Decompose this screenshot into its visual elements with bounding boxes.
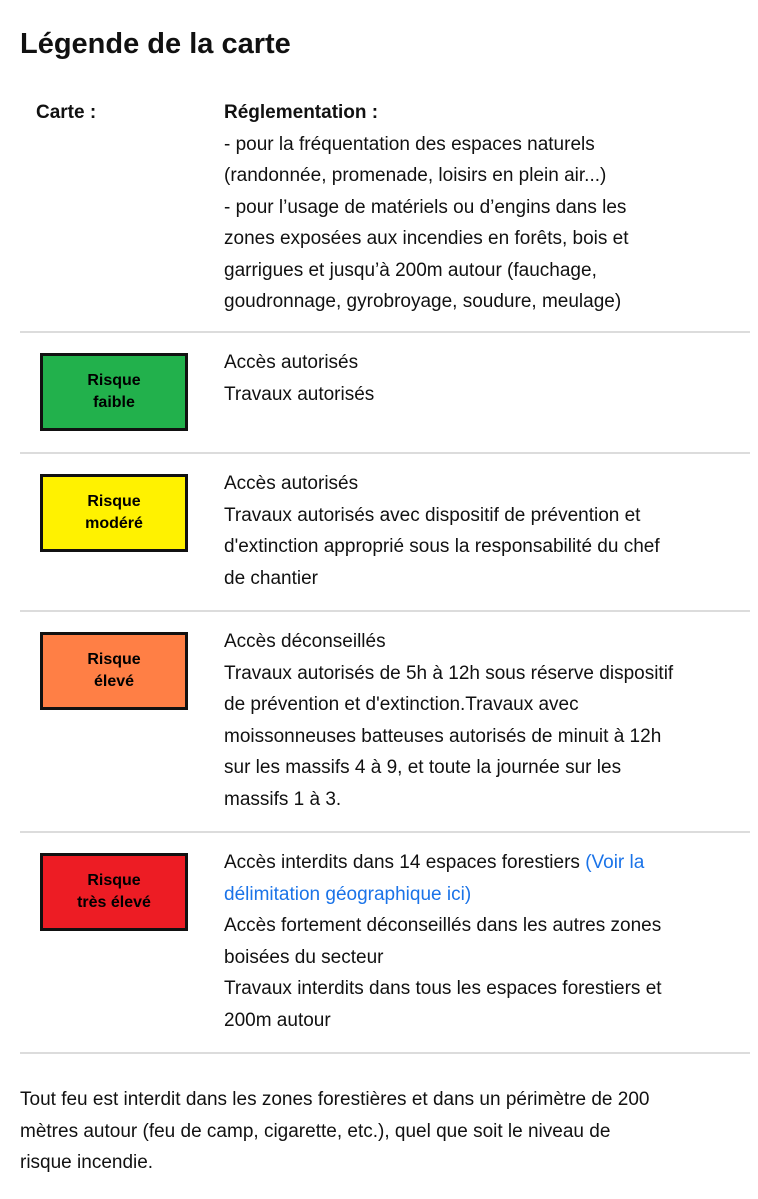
risk-badge-label: Risque bbox=[87, 372, 141, 389]
page-title: Légende de la carte bbox=[20, 28, 291, 60]
risk-badge-low bbox=[40, 353, 188, 431]
risk-badge-moderate bbox=[40, 474, 188, 552]
regulation-intro bbox=[224, 97, 750, 318]
risk-badge-very-high bbox=[40, 853, 188, 931]
column-header-map: Carte : bbox=[36, 102, 97, 123]
risk-rules-moderate bbox=[224, 468, 750, 594]
rule-line: Accès autorisés bbox=[224, 352, 359, 373]
note-line: mètres autour (feu de camp, cigarette, etc.), quel que soit le niveau de bbox=[20, 1120, 611, 1142]
risk-badge-label: Risque bbox=[87, 493, 141, 510]
rule-line: moissonneuses batteuses autorisés de minuit à 12h bbox=[224, 725, 662, 747]
regulation-intro-line: garrigues et jusqu’à 200m autour (fauchage, bbox=[224, 259, 597, 281]
rule-line: Travaux autorisés bbox=[224, 383, 375, 405]
risk-badge-level: élevé bbox=[93, 673, 135, 690]
regulation-intro-line: - pour la fréquentation des espaces naturels bbox=[224, 133, 595, 155]
rule-line: de chantier bbox=[224, 567, 319, 589]
rule-line: de prévention et d'extinction.Travaux avec bbox=[224, 694, 579, 715]
risk-badge-level: très élevé bbox=[77, 894, 151, 911]
regulation-intro-line: (randonnée, promenade, loisirs en plein air...) bbox=[224, 165, 607, 186]
risk-rules-low bbox=[224, 347, 750, 410]
note-line: Tout feu est interdit dans les zones forestières et dans un périmètre de 200 bbox=[20, 1089, 650, 1110]
rule-line: d'extinction approprié sous la responsabilité du chef bbox=[224, 536, 660, 557]
legend-row-moderate-risk bbox=[20, 454, 750, 610]
rule-line: massifs 1 à 3. bbox=[224, 788, 342, 810]
risk-rules-very-high bbox=[224, 847, 750, 1036]
regulation-intro-line: zones exposées aux incendies en forêts, bois et bbox=[224, 228, 629, 249]
risk-rules-high bbox=[224, 626, 750, 815]
risk-badge-high bbox=[40, 632, 188, 710]
risk-badge-level: faible bbox=[93, 394, 135, 411]
row-divider bbox=[20, 1052, 750, 1054]
rule-line: Accès déconseillés bbox=[224, 631, 386, 652]
geographic-delimitation-link-continued[interactable]: délimitation géographique ici) bbox=[224, 883, 472, 905]
column-header-regulation: Réglementation : bbox=[224, 102, 379, 123]
rule-line: boisées du secteur bbox=[224, 946, 384, 968]
rule-line: Travaux interdits dans tous les espaces forestiers et bbox=[224, 978, 662, 999]
regulation-intro-line: - pour l’usage de matériels ou d’engins dans les bbox=[224, 196, 627, 218]
rule-line: Travaux autorisés avec dispositif de prévention et bbox=[224, 504, 641, 526]
rule-line: 200m autour bbox=[224, 1009, 331, 1031]
rule-line: Accès fortement déconseillés dans les autres zones bbox=[224, 915, 662, 936]
rule-line: Travaux autorisés de 5h à 12h sous réserve dispositif bbox=[224, 662, 674, 684]
note-line: risque incendie. bbox=[20, 1152, 154, 1173]
risk-badge-level: modéré bbox=[85, 515, 143, 532]
fire-ban-note bbox=[20, 1084, 750, 1179]
legend-row-high-risk bbox=[20, 612, 750, 832]
rule-line bbox=[224, 879, 750, 911]
geographic-delimitation-link[interactable]: (Voir la bbox=[585, 852, 645, 873]
risk-badge-label: Risque bbox=[87, 651, 141, 668]
legend-row-low-risk bbox=[20, 333, 750, 453]
rule-line: sur les massifs 4 à 9, et toute la journée sur les bbox=[224, 757, 622, 778]
legend-row-very-high-risk bbox=[20, 833, 750, 1053]
regulation-intro-line: goudronnage, gyrobroyage, soudure, meulage) bbox=[224, 291, 622, 312]
risk-badge-label: Risque bbox=[87, 872, 141, 889]
rule-text: Accès interdits dans 14 espaces forestiers bbox=[224, 852, 586, 873]
rule-line: Accès autorisés bbox=[224, 473, 359, 494]
legend-header-row bbox=[20, 94, 750, 330]
rule-line bbox=[224, 847, 750, 879]
